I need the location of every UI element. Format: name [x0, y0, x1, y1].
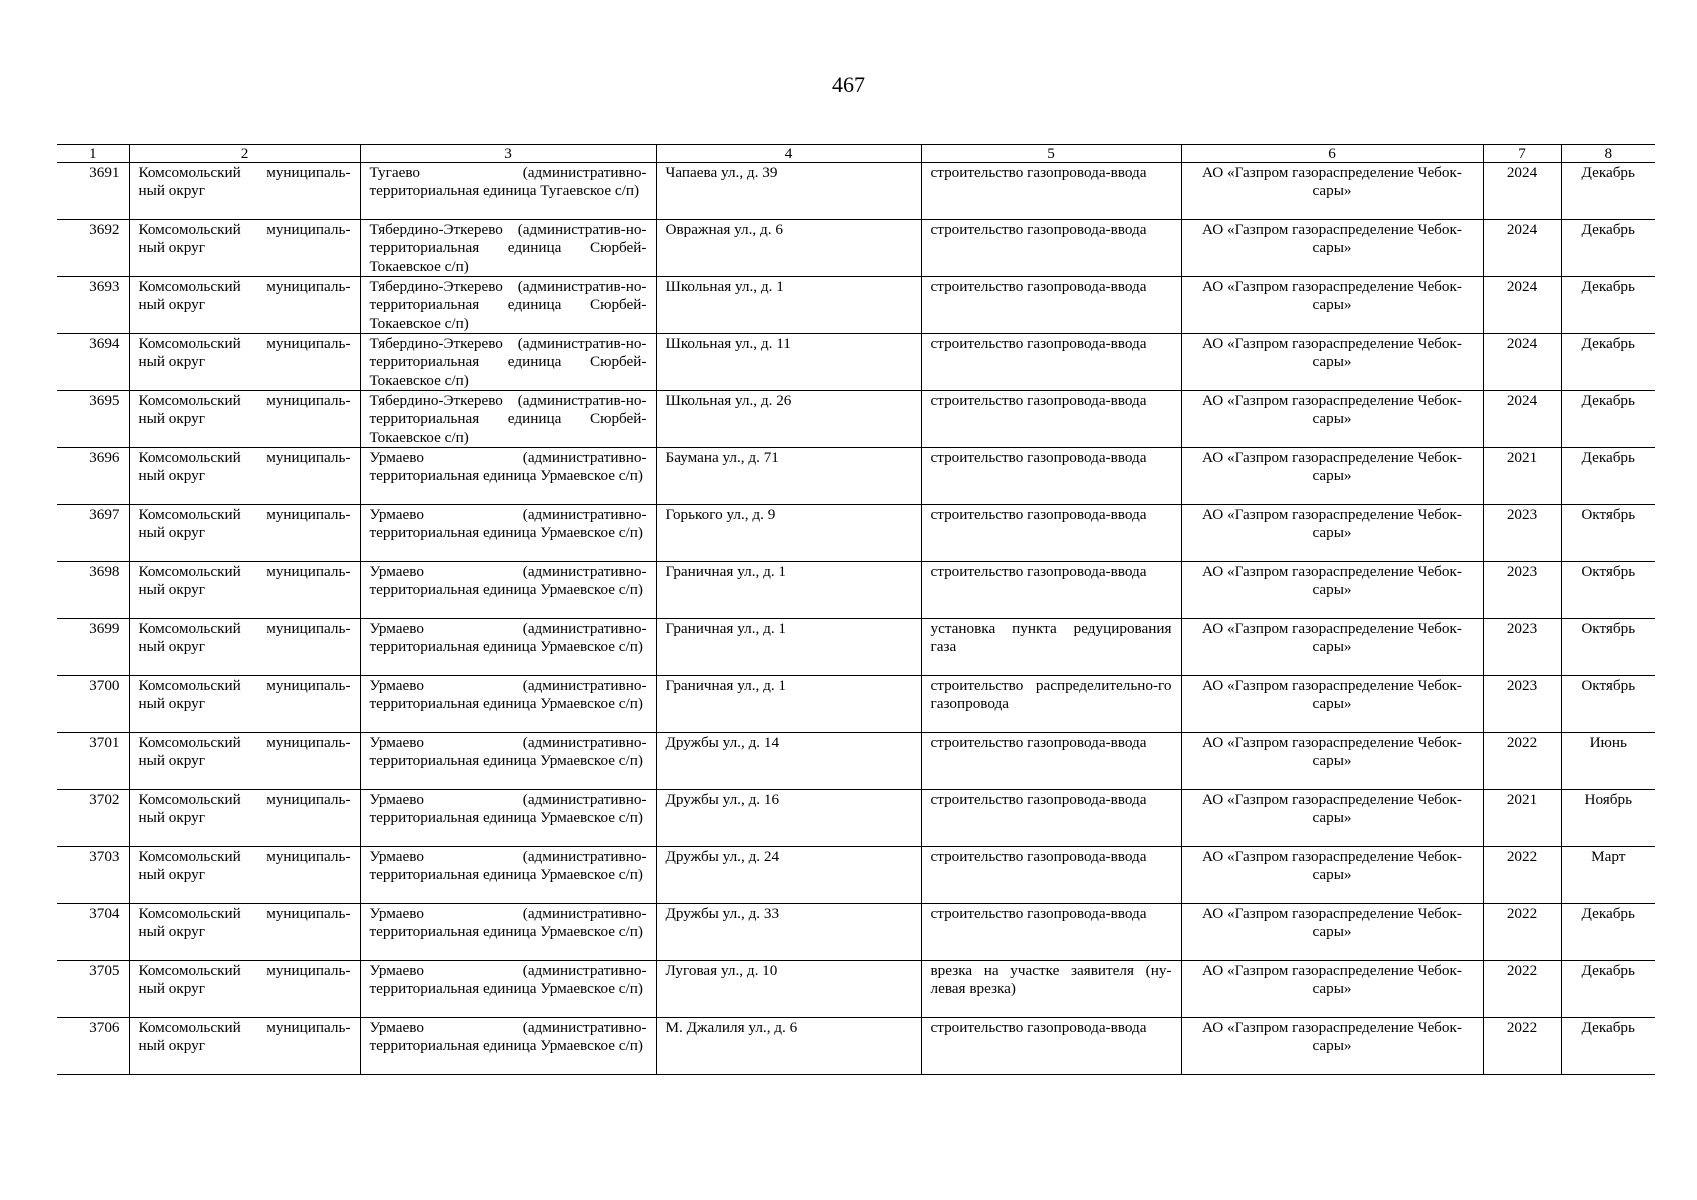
table-row	[57, 847, 1655, 904]
year-cell: 2022	[1483, 847, 1561, 904]
district-cell: Комсомольский муниципаль-ный округ	[129, 904, 360, 961]
page-number: 467	[832, 72, 865, 97]
address-cell: Баумана ул., д. 71	[656, 448, 921, 505]
header-row	[57, 145, 1655, 163]
work-type-cell: строительство газопровода-ввода	[921, 163, 1181, 220]
address-cell: Школьная ул., д. 11	[656, 334, 921, 391]
work-type-cell: строительство распределительно-го газопровода	[921, 676, 1181, 733]
district-cell: Комсомольский муниципаль-ный округ	[129, 220, 360, 277]
address-cell: Школьная ул., д. 1	[656, 277, 921, 334]
organization-cell: АО «Газпром газораспределение Чебок-сары»	[1181, 163, 1483, 220]
organization-cell: АО «Газпром газораспределение Чебок-сары»	[1181, 1018, 1483, 1075]
district-cell: Комсомольский муниципаль-ный округ	[129, 562, 360, 619]
work-type-cell: строительство газопровода-ввода	[921, 277, 1181, 334]
column-header-1: 1	[57, 145, 129, 163]
settlement-cell: Урмаево (административно-территориальная единица Урмаевское с/п)	[360, 790, 656, 847]
column-header-8: 8	[1561, 145, 1655, 163]
district-cell: Комсомольский муниципаль-ный округ	[129, 448, 360, 505]
district-cell: Комсомольский муниципаль-ный округ	[129, 961, 360, 1018]
month-cell: Ноябрь	[1561, 790, 1655, 847]
row-number: 3691	[57, 163, 129, 220]
month-cell: Декабрь	[1561, 904, 1655, 961]
work-type-cell: врезка на участке заявителя (ну-левая врезка)	[921, 961, 1181, 1018]
month-cell: Октябрь	[1561, 676, 1655, 733]
year-cell: 2022	[1483, 1018, 1561, 1075]
year-cell: 2024	[1483, 391, 1561, 448]
column-header-4: 4	[656, 145, 921, 163]
work-type-cell: строительство газопровода-ввода	[921, 847, 1181, 904]
year-cell: 2023	[1483, 562, 1561, 619]
address-cell: Граничная ул., д. 1	[656, 619, 921, 676]
year-cell: 2022	[1483, 904, 1561, 961]
district-cell: Комсомольский муниципаль-ный округ	[129, 277, 360, 334]
district-cell: Комсомольский муниципаль-ный округ	[129, 391, 360, 448]
month-cell: Декабрь	[1561, 448, 1655, 505]
year-cell: 2024	[1483, 334, 1561, 391]
year-cell: 2024	[1483, 220, 1561, 277]
settlement-cell: Урмаево (административно-территориальная единица Урмаевское с/п)	[360, 505, 656, 562]
address-cell: Дружбы ул., д. 33	[656, 904, 921, 961]
table-row	[57, 334, 1655, 391]
settlement-cell: Урмаево (административно-территориальная единица Урмаевское с/п)	[360, 904, 656, 961]
district-cell: Комсомольский муниципаль-ный округ	[129, 505, 360, 562]
row-number: 3694	[57, 334, 129, 391]
row-number: 3697	[57, 505, 129, 562]
month-cell: Март	[1561, 847, 1655, 904]
row-number: 3702	[57, 790, 129, 847]
district-cell: Комсомольский муниципаль-ный округ	[129, 790, 360, 847]
month-cell: Декабрь	[1561, 391, 1655, 448]
organization-cell: АО «Газпром газораспределение Чебок-сары»	[1181, 505, 1483, 562]
district-cell: Комсомольский муниципаль-ный округ	[129, 676, 360, 733]
district-cell: Комсомольский муниципаль-ный округ	[129, 847, 360, 904]
address-cell: Дружбы ул., д. 14	[656, 733, 921, 790]
row-number: 3701	[57, 733, 129, 790]
year-cell: 2023	[1483, 505, 1561, 562]
work-type-cell: строительство газопровода-ввода	[921, 790, 1181, 847]
month-cell: Декабрь	[1561, 277, 1655, 334]
organization-cell: АО «Газпром газораспределение Чебок-сары»	[1181, 391, 1483, 448]
settlement-cell: Урмаево (административно-территориальная единица Урмаевское с/п)	[360, 676, 656, 733]
table-row	[57, 277, 1655, 334]
work-type-cell: строительство газопровода-ввода	[921, 391, 1181, 448]
month-cell: Декабрь	[1561, 334, 1655, 391]
address-cell: Горького ул., д. 9	[656, 505, 921, 562]
organization-cell: АО «Газпром газораспределение Чебок-сары»	[1181, 619, 1483, 676]
month-cell: Декабрь	[1561, 961, 1655, 1018]
address-cell: Дружбы ул., д. 16	[656, 790, 921, 847]
month-cell: Декабрь	[1561, 1018, 1655, 1075]
organization-cell: АО «Газпром газораспределение Чебок-сары»	[1181, 733, 1483, 790]
month-cell: Июнь	[1561, 733, 1655, 790]
work-type-cell: строительство газопровода-ввода	[921, 505, 1181, 562]
organization-cell: АО «Газпром газораспределение Чебок-сары»	[1181, 676, 1483, 733]
address-cell: Луговая ул., д. 10	[656, 961, 921, 1018]
row-number: 3704	[57, 904, 129, 961]
table-row	[57, 505, 1655, 562]
row-number: 3705	[57, 961, 129, 1018]
organization-cell: АО «Газпром газораспределение Чебок-сары»	[1181, 847, 1483, 904]
settlement-cell: Тябердино-Эткерево (административ-но-территориальная единица Сюрбей-Токаевское с/п)	[360, 334, 656, 391]
address-cell: Граничная ул., д. 1	[656, 676, 921, 733]
year-cell: 2022	[1483, 961, 1561, 1018]
year-cell: 2022	[1483, 733, 1561, 790]
work-type-cell: строительство газопровода-ввода	[921, 334, 1181, 391]
table-row	[57, 448, 1655, 505]
organization-cell: АО «Газпром газораспределение Чебок-сары»	[1181, 277, 1483, 334]
work-type-cell: строительство газопровода-ввода	[921, 562, 1181, 619]
table-row	[57, 163, 1655, 220]
column-header-6: 6	[1181, 145, 1483, 163]
table-row	[57, 790, 1655, 847]
settlement-cell: Урмаево (административно-территориальная единица Урмаевское с/п)	[360, 562, 656, 619]
organization-cell: АО «Газпром газораспределение Чебок-сары»	[1181, 448, 1483, 505]
work-type-cell: строительство газопровода-ввода	[921, 904, 1181, 961]
settlement-cell: Тябердино-Эткерево (административ-но-территориальная единица Сюрбей-Токаевское с/п)	[360, 277, 656, 334]
table-row	[57, 733, 1655, 790]
table-row	[57, 562, 1655, 619]
work-type-cell: строительство газопровода-ввода	[921, 220, 1181, 277]
row-number: 3699	[57, 619, 129, 676]
month-cell: Декабрь	[1561, 220, 1655, 277]
table-row	[57, 1018, 1655, 1075]
row-number: 3700	[57, 676, 129, 733]
settlement-cell: Урмаево (административно-территориальная единица Урмаевское с/п)	[360, 448, 656, 505]
organization-cell: АО «Газпром газораспределение Чебок-сары»	[1181, 904, 1483, 961]
settlement-cell: Урмаево (административно-территориальная единица Урмаевское с/п)	[360, 961, 656, 1018]
table-row	[57, 676, 1655, 733]
column-header-5: 5	[921, 145, 1181, 163]
table-header	[57, 145, 1655, 163]
table-row	[57, 904, 1655, 961]
row-number: 3692	[57, 220, 129, 277]
organization-cell: АО «Газпром газораспределение Чебок-сары»	[1181, 790, 1483, 847]
column-header-3: 3	[360, 145, 656, 163]
month-cell: Октябрь	[1561, 619, 1655, 676]
address-cell: Школьная ул., д. 26	[656, 391, 921, 448]
address-cell: Овражная ул., д. 6	[656, 220, 921, 277]
work-type-cell: строительство газопровода-ввода	[921, 733, 1181, 790]
address-cell: Чапаева ул., д. 39	[656, 163, 921, 220]
work-type-cell: строительство газопровода-ввода	[921, 448, 1181, 505]
row-number: 3696	[57, 448, 129, 505]
settlement-cell: Урмаево (административно-территориальная единица Урмаевское с/п)	[360, 847, 656, 904]
settlement-cell: Тябердино-Эткерево (административ-но-территориальная единица Сюрбей-Токаевское с/п)	[360, 220, 656, 277]
year-cell: 2023	[1483, 676, 1561, 733]
address-cell: Граничная ул., д. 1	[656, 562, 921, 619]
district-cell: Комсомольский муниципаль-ный округ	[129, 619, 360, 676]
settlement-cell: Урмаево (административно-территориальная единица Урмаевское с/п)	[360, 733, 656, 790]
settlement-cell: Тугаево (административно-территориальная единица Тугаевское с/п)	[360, 163, 656, 220]
table-body	[57, 163, 1655, 1075]
organization-cell: АО «Газпром газораспределение Чебок-сары»	[1181, 961, 1483, 1018]
month-cell: Октябрь	[1561, 562, 1655, 619]
organization-cell: АО «Газпром газораспределение Чебок-сары»	[1181, 220, 1483, 277]
table-row	[57, 220, 1655, 277]
settlement-cell: Урмаево (административно-территориальная единица Урмаевское с/п)	[360, 1018, 656, 1075]
year-cell: 2023	[1483, 619, 1561, 676]
district-cell: Комсомольский муниципаль-ный округ	[129, 1018, 360, 1075]
work-type-cell: строительство газопровода-ввода	[921, 1018, 1181, 1075]
district-cell: Комсомольский муниципаль-ный округ	[129, 733, 360, 790]
address-cell: Дружбы ул., д. 24	[656, 847, 921, 904]
district-cell: Комсомольский муниципаль-ный округ	[129, 334, 360, 391]
address-cell: М. Джалиля ул., д. 6	[656, 1018, 921, 1075]
table-row	[57, 961, 1655, 1018]
organization-cell: АО «Газпром газораспределение Чебок-сары»	[1181, 334, 1483, 391]
gas-works-table	[57, 144, 1655, 1075]
year-cell: 2024	[1483, 163, 1561, 220]
row-number: 3706	[57, 1018, 129, 1075]
column-header-7: 7	[1483, 145, 1561, 163]
month-cell: Декабрь	[1561, 163, 1655, 220]
row-number: 3695	[57, 391, 129, 448]
column-header-2: 2	[129, 145, 360, 163]
district-cell: Комсомольский муниципаль-ный округ	[129, 163, 360, 220]
row-number: 3693	[57, 277, 129, 334]
year-cell: 2021	[1483, 448, 1561, 505]
month-cell: Октябрь	[1561, 505, 1655, 562]
work-type-cell: установка пункта редуцирования газа	[921, 619, 1181, 676]
table-row	[57, 619, 1655, 676]
year-cell: 2021	[1483, 790, 1561, 847]
settlement-cell: Тябердино-Эткерево (административ-но-территориальная единица Сюрбей-Токаевское с/п)	[360, 391, 656, 448]
year-cell: 2024	[1483, 277, 1561, 334]
row-number: 3698	[57, 562, 129, 619]
settlement-cell: Урмаево (административно-территориальная единица Урмаевское с/п)	[360, 619, 656, 676]
organization-cell: АО «Газпром газораспределение Чебок-сары»	[1181, 562, 1483, 619]
row-number: 3703	[57, 847, 129, 904]
table-row	[57, 391, 1655, 448]
